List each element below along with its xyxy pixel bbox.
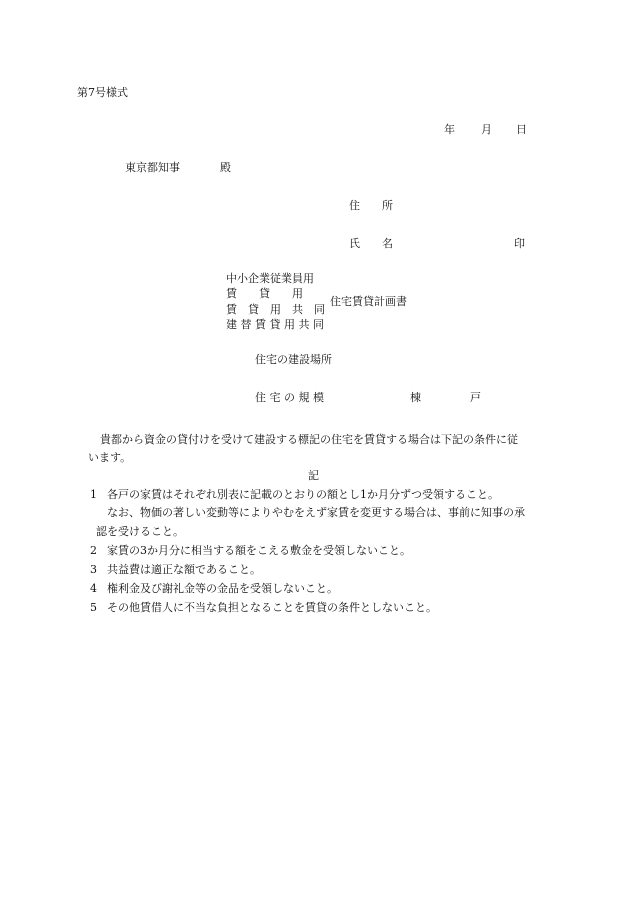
date-year: 年 <box>444 123 455 136</box>
ki-heading: 記 <box>308 469 319 482</box>
condition-4-text: 権利金及び謝礼金等の金品を受領しないこと。 <box>107 582 338 595</box>
scale-dwelling-unit: 戸 <box>470 391 481 404</box>
title-option-3: 賃 貸 用 共 同 <box>226 303 325 316</box>
title-option-1: 中小企業従業員用 <box>226 272 314 285</box>
intro-line-1: 貴都から資金の貸付けを受けて建設する標記の住宅を賃貸する場合は下記の条件に従 <box>100 433 518 446</box>
condition-1-text: 各戸の家賃はそれぞれ別表に記載のとおりの額とし1か月分ずつ受領すること。 <box>107 488 499 501</box>
date-month: 月 <box>481 123 492 136</box>
seal-mark: 印 <box>514 237 525 250</box>
condition-2-text: 家賃の3か月分に相当する額をこえる敷金を受領しないこと。 <box>107 544 411 557</box>
scale-building-unit: 棟 <box>410 391 421 404</box>
form-number: 第7号様式 <box>77 86 128 99</box>
condition-3-text: 共益費は適正な額であること。 <box>107 563 261 576</box>
name-label: 氏 名 <box>349 237 393 250</box>
addressee-name: 東京都知事 <box>125 161 180 174</box>
condition-5-number: 5 <box>90 601 97 614</box>
condition-1-note-line-2: 認を受けること。 <box>96 525 184 538</box>
condition-3-number: 3 <box>90 563 97 576</box>
condition-1-number: 1 <box>90 488 97 501</box>
condition-4-number: 4 <box>90 582 97 595</box>
condition-1-note-line-1: なお、物価の著しい変動等によりやむをえず家賃を変更する場合は、事前に知事の承 <box>107 506 525 519</box>
address-label: 住 所 <box>349 199 393 212</box>
intro-line-2: います。 <box>88 451 132 464</box>
addressee-honorific: 殿 <box>220 161 231 174</box>
date-day: 日 <box>516 123 527 136</box>
site-label: 住宅の建設場所 <box>255 353 332 366</box>
condition-5-text: その他賃借人に不当な負担となることを賃貸の条件としないこと。 <box>107 601 437 614</box>
title-option-2: 賃 貸 用 <box>226 287 303 300</box>
title-option-4: 建 替 賃 貸 用 共 同 <box>226 318 324 331</box>
scale-label: 住 宅 の 規 模 <box>255 391 324 404</box>
condition-2-number: 2 <box>90 544 97 557</box>
document-title: 住宅賃貸計画書 <box>330 295 407 308</box>
